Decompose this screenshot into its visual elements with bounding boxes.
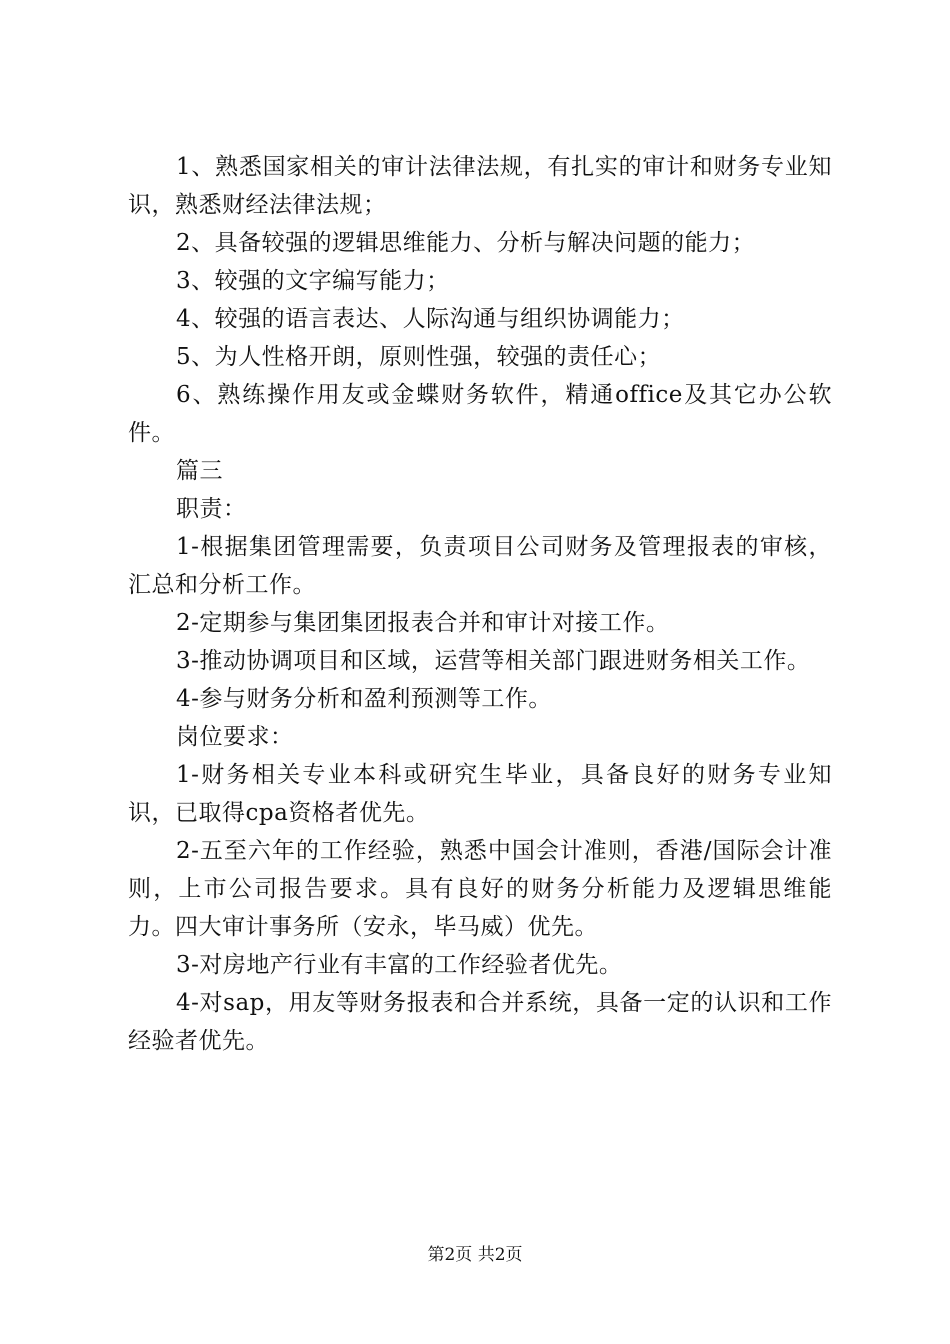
paragraph-requirement-5: 5、为人性格开朗，原则性强，较强的责任心； (176, 344, 662, 370)
paragraph-duty-3: 3-推动协调项目和区域，运营等相关部门跟进财务相关工作。 (176, 648, 811, 674)
section-heading-duties: 职责： (176, 496, 247, 522)
paragraph-requirement-6: 6、熟练操作用友或金蝶财务软件，精通office及其它办公软件。 (128, 382, 832, 446)
paragraph-requirement-4: 4、较强的语言表达、人际沟通与组织协调能力； (176, 306, 685, 332)
paragraph-job-requirement-3: 3-对房地产行业有丰富的工作经验者优先。 (176, 952, 623, 978)
paragraph-duty-2: 2-定期参与集团集团报表合并和审计对接工作。 (176, 610, 670, 636)
paragraph-job-requirement-1: 1-财务相关专业本科或研究生毕业，具备良好的财务专业知识，已取得cpa资格者优先。 (128, 762, 832, 826)
paragraph-requirement-1: 1、熟悉国家相关的审计法律法规，有扎实的审计和财务专业知识，熟悉财经法律法规； (128, 154, 832, 218)
section-heading-job-requirements: 岗位要求： (176, 724, 294, 750)
page-footer: 第2页 共2页 (427, 1245, 523, 1265)
paragraph-duty-1: 1-根据集团管理需要，负责项目公司财务及管理报表的审核，汇总和分析工作。 (128, 534, 832, 598)
paragraph-requirement-3: 3、较强的文字编写能力； (176, 268, 450, 294)
section-heading-part-three: 篇三 (176, 458, 223, 484)
paragraph-job-requirement-4: 4-对sap，用友等财务报表和合并系统，具备一定的认识和工作经验者优先。 (128, 990, 832, 1054)
paragraph-duty-4: 4-参与财务分析和盈利预测等工作。 (176, 686, 552, 712)
document-body (128, 148, 832, 1060)
paragraph-job-requirement-2: 2-五至六年的工作经验，熟悉中国会计准则，香港/国际会计准则，上市公司报告要求。具有良好的财务分析能力及逻辑思维能力。四大审计事务所（安永，毕马威）优先。 (128, 838, 832, 940)
paragraph-requirement-2: 2、具备较强的逻辑思维能力、分析与解决问题的能力； (176, 230, 756, 256)
